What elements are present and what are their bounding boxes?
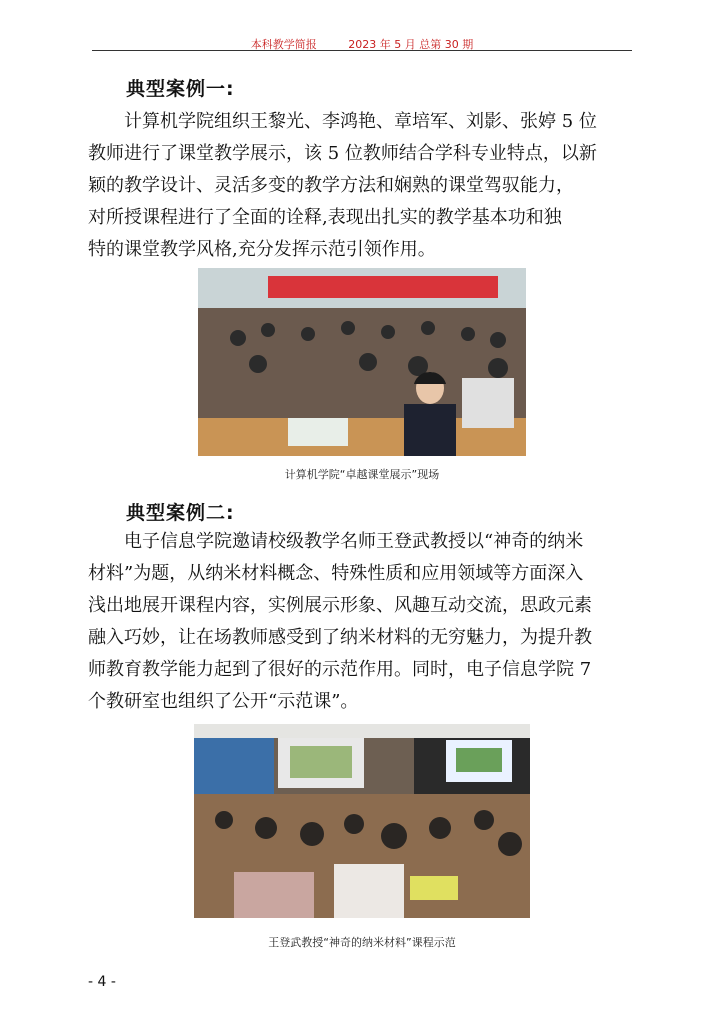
page-header <box>92 36 632 51</box>
classroom-photo-1 <box>198 268 526 456</box>
case1-line-3: 颖的教学设计、灵活多变的教学方法和娴熟的课堂驾驭能力， <box>88 175 574 196</box>
case2-title: 典型案例二: <box>126 502 235 524</box>
photo-caption-1: 计算机学院“卓越课堂展示”现场 <box>284 468 440 481</box>
case2-line-6: 个教研室也组织了公开“示范课”。 <box>88 691 359 712</box>
case1-line-1: 计算机学院组织王黎光、李鸿艳、章培军、刘影、张婷 5 位 <box>124 111 597 132</box>
case1-paragraph <box>88 106 636 266</box>
case1-line-4: 对所授课程进行了全面的诠释,表现出扎实的教学基本功和独 <box>88 207 562 228</box>
case2-paragraph <box>88 526 636 718</box>
classroom-photo-2-image <box>194 724 530 918</box>
case1-line-2: 教师进行了课堂教学展示，该 5 位教师结合学科专业特点，以新 <box>88 143 597 164</box>
case2-line-2: 材料”为题，从纳米材料概念、特殊性质和应用领域等方面深入 <box>88 563 584 584</box>
photo-caption-2: 王登武教授“神奇的纳米材料”课程示范 <box>268 936 456 949</box>
classroom-photo-1-image <box>198 268 526 456</box>
case2-line-5: 师教育教学能力起到了很好的示范作用。同时，电子信息学院 7 <box>88 659 592 680</box>
classroom-photo-2 <box>194 724 530 918</box>
page-number: - 4 - <box>88 974 116 990</box>
header-issue: 2023 年 5 月 总第 30 期 <box>348 38 474 51</box>
case2-line-3: 浅出地展开课程内容，实例展示形象、风趣互动交流，思政元素 <box>88 595 592 616</box>
case2-line-4: 融入巧妙，让在场教师感受到了纳米材料的无穷魅力，为提升教 <box>88 627 592 648</box>
header-title: 本科教学简报 <box>250 38 317 51</box>
case2-line-1: 电子信息学院邀请校级教学名师王登武教授以“神奇的纳米 <box>124 531 584 552</box>
case1-title: 典型案例一: <box>126 78 235 100</box>
case1-line-5: 特的课堂教学风格,充分发挥示范引领作用。 <box>88 239 436 260</box>
